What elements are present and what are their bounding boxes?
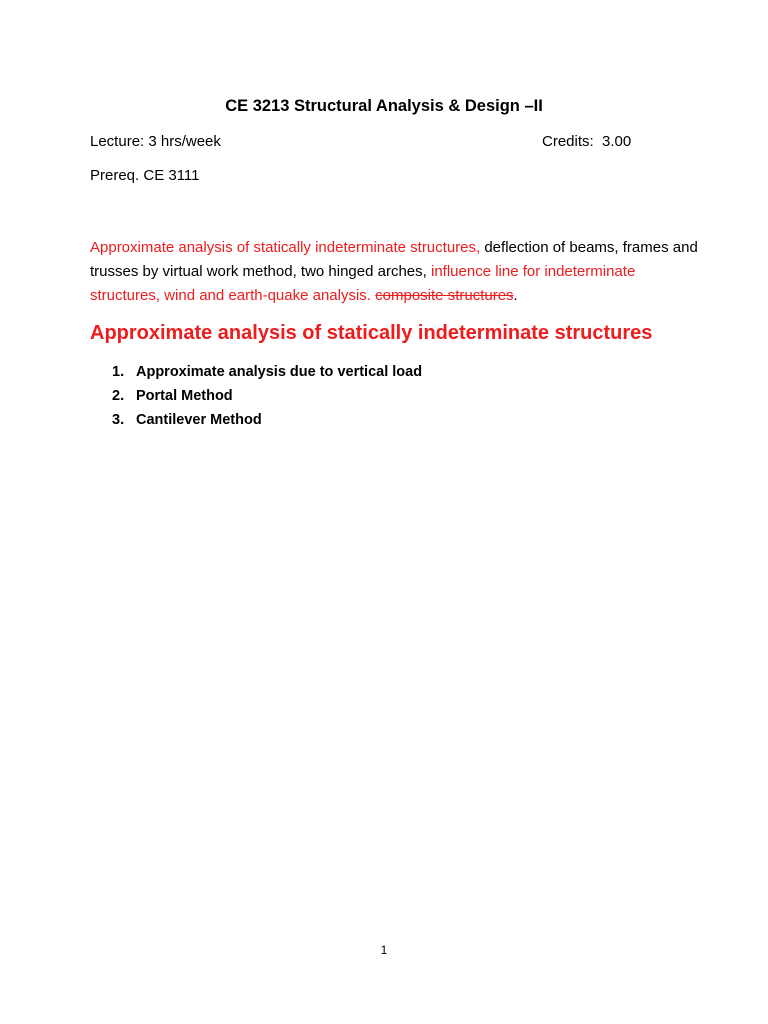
syllabus-text-1: deflection of beams, frames and trusses by virtual work method, two hinged arches, — [90, 239, 698, 280]
syllabus-paragraph — [90, 236, 700, 308]
syllabus-highlight-1: Approximate analysis of statically indeterminate structures, — [90, 239, 481, 256]
syllabus-period: . — [513, 287, 518, 304]
list-item-number: 2. — [112, 388, 125, 404]
section-heading: Approximate analysis of statically indeterminate structures — [90, 322, 653, 344]
syllabus-highlight-2: influence line for indeterminate structures, wind and earth-quake analysis. — [90, 263, 636, 304]
list-item-label: Approximate analysis due to vertical load — [136, 364, 423, 380]
topic-list — [112, 360, 422, 432]
page-number: 1 — [380, 943, 388, 957]
list-item — [112, 360, 422, 384]
prerequisite: Prereq. CE 3111 — [90, 167, 200, 184]
syllabus-struck-text: composite structures — [375, 287, 514, 304]
list-item-label: Cantilever Method — [136, 412, 262, 428]
list-item-number: 3. — [112, 412, 125, 428]
list-item-label: Portal Method — [136, 388, 233, 404]
list-item — [112, 384, 422, 408]
prerequisite-row — [90, 166, 650, 186]
credits: Credits: 3.00 — [542, 133, 632, 150]
list-item — [112, 408, 422, 432]
lecture-hours: Lecture: 3 hrs/week — [90, 133, 221, 150]
list-item-number: 1. — [112, 364, 125, 380]
page-title: CE 3213 Structural Analysis & Design –II — [225, 97, 543, 115]
course-info-row — [90, 132, 650, 152]
